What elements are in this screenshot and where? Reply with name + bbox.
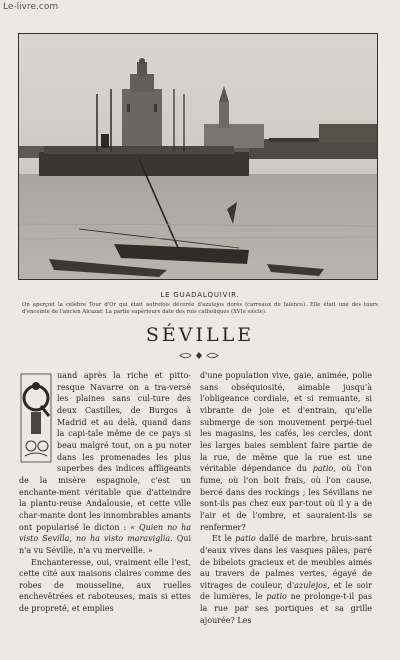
- right-para-2-mid: dallé de marbre, bruis-sant d'eaux vives dans les vasques pâles, paré de bibelots gracieux et de meubles aimés au travers de palmes vertes, égayé de vitrages de couleur, d': [200, 534, 372, 590]
- left-para-1-tail: Qui n'a vu Séville, n'a vu merveille. »: [19, 534, 192, 555]
- article-column-right: [200, 370, 372, 626]
- left-para-2: Enchanteresse, oui, vraiment elle l'est, cette cité aux maisons claires comme des robes de mousseline, aux ruelles enchevêtrées et raboteuses, mais si ettes de propreté, et emplies: [19, 557, 191, 614]
- ornament-divider: [176, 351, 222, 360]
- article-column-left: [19, 370, 191, 615]
- watermark: Le-livre.com: [3, 2, 59, 12]
- caption-text: On aperçoit la célèbre Tour d'Or qui était autrefois décorée d'azulejos dorés (carreaux de faïence). Elle était une des tours d'enceinte de l'ancien Alcazar. La partie supérieure date des rois catholiques (XVIe siècle).: [22, 302, 378, 316]
- right-para-1-tail: , où l'on fume, où l'on boit frais, où l'on cause, bercé dans des rockings ; les Sévillans ne sont-ils pas chez eux par-tout où il y a de l'air et de l'ombre, et sauraient-ils se renfermer?: [200, 464, 372, 532]
- right-para-2-end: ne prolonge-t-il pas la rue par ses portiques et sa grille ajourée? Les: [200, 592, 372, 625]
- right-para-1: d'une population vive, gaie, animée, polie sans obséquiosité, aimable jusqu'à l'obligeance cordiale, et si remuante, si vibrante de joie et d'entrain, qu'elle submerge de son mouvement perpé-tuel les magasins, les cafés, les cercles, dont les larges baies semblent faire partie de la rue, de même que la rue est une véritable dépendance du: [200, 371, 372, 474]
- left-para-1-lead: uand après la riche et pitto-resque Navarre on a tra-versé les plaines sans cul-ture des deux Castilles, de Burgos à Madrid et au delà, quand dans la capi-tale même de ce pays si beau malgré tout, on a pu noter dans les promenades les plus superbes des indices affligeants de la misère espagnole, c'est un enchante-ment véritable que d'atteindre la plantu-reuse Andalousie, et cette ville char-mante dont les innombrables amants ont popularisé le dicton :: [19, 371, 191, 532]
- right-para-2-italic-2: azulejos: [294, 580, 328, 590]
- right-para-2-start: Et le: [212, 534, 236, 544]
- left-para-1-quote: « Quien no ha visto Sevilla, no ha visto maraviglia.: [19, 522, 191, 544]
- caption-title: LE GUADALQUIVIR.: [160, 291, 240, 299]
- right-para-2-italic-3: patio: [266, 592, 287, 602]
- guadalquivir-photo: [18, 33, 378, 280]
- right-para-2-italic-1: patio: [235, 534, 256, 544]
- right-para-2-mid-2: , et le soir de lumières, le: [200, 580, 372, 602]
- article-title: SÉVILLE: [145, 324, 255, 346]
- right-para-1-italic: patio: [312, 464, 334, 474]
- ornamental-dropcap-q: [19, 372, 53, 464]
